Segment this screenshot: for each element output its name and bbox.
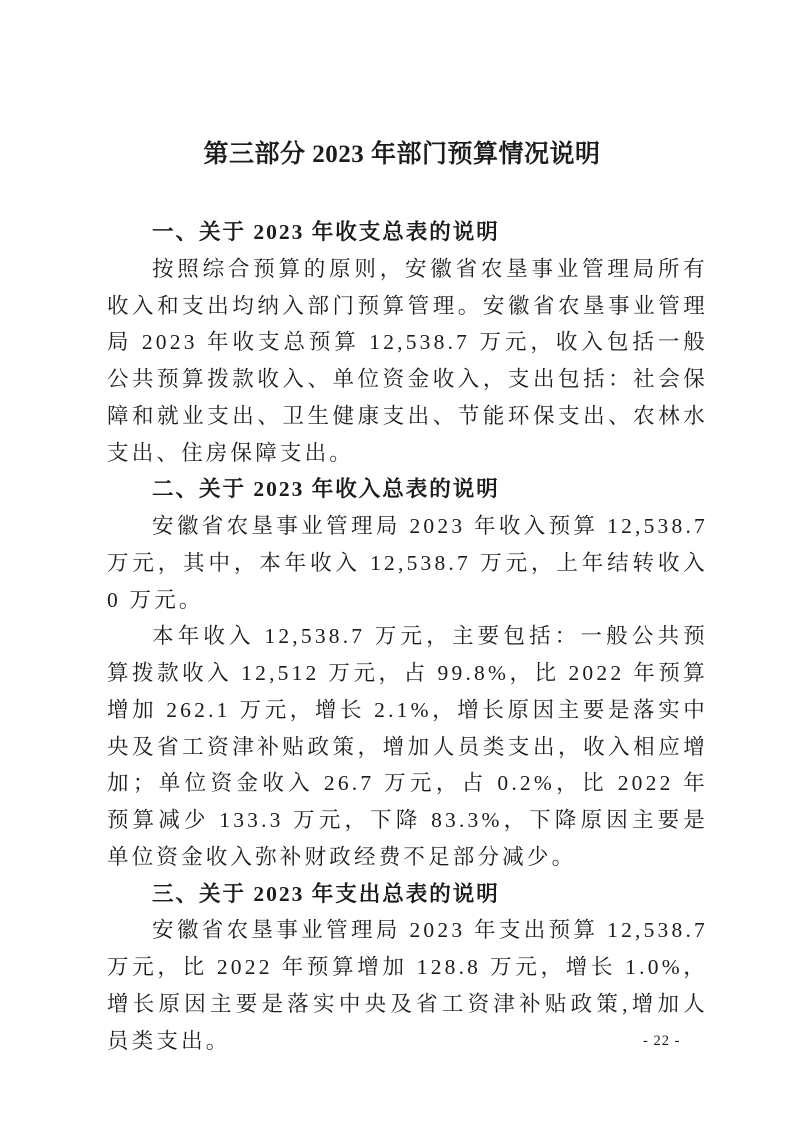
page-number: - 22 -	[643, 1033, 681, 1049]
section-heading-income-expenditure-summary: 一、关于 2023 年收支总表的说明	[152, 220, 500, 244]
paragraph-income-total: 安徽省农垦事业管理局 2023 年收入预算 12,538.7 万元，其中，本年收入 12,538.7 万元，上年结转收入 0 万元。	[107, 514, 708, 612]
paragraph-expenditure-detail: 安徽省农垦事业管理局 2023 年支出预算 12,538.7 万元，比 2022 年预算增加 128.8 万元，增长 1.0%，增长原因主要是落实中央及省工资津补贴政策,增加人员类支出。	[107, 918, 708, 1053]
document-title: 第三部分 2023 年部门预算情况说明	[203, 141, 601, 168]
section-heading-income-summary: 二、关于 2023 年收入总表的说明	[152, 477, 500, 502]
section-heading-expenditure-summary: 三、关于 2023 年支出总表的说明	[152, 881, 500, 906]
paragraph-overall-budget: 按照综合预算的原则，安徽省农垦事业管理局所有收入和支出均纳入部门预算管理。安徽省农垦事业管理局 2023 年收支总预算 12,538.7 万元，收入包括一般公共预算拨款收入、单位资金收入，支出包括：社会保障和就业支出、卫生健康支出、节能环保支出、农林水支出、住房保障支出。	[107, 256, 708, 465]
document-body	[107, 214, 708, 1059]
paragraph-income-detail: 本年收入 12,538.7 万元，主要包括：一般公共预算拨款收入 12,512 万元，占 99.8%，比 2022 年预算增加 262.1 万元，增长 2.1%，增长原因主要是落实中央及省工资津补贴政策，增加人员类支出，收入相应增加；单位资金收入 26.7 万元，占 0.2%，比 2022 年预算减少 133.3 万元，下降 83.3%，下降原因主要是单位资金收入弥补财政经费不足部分减少。	[107, 624, 708, 869]
